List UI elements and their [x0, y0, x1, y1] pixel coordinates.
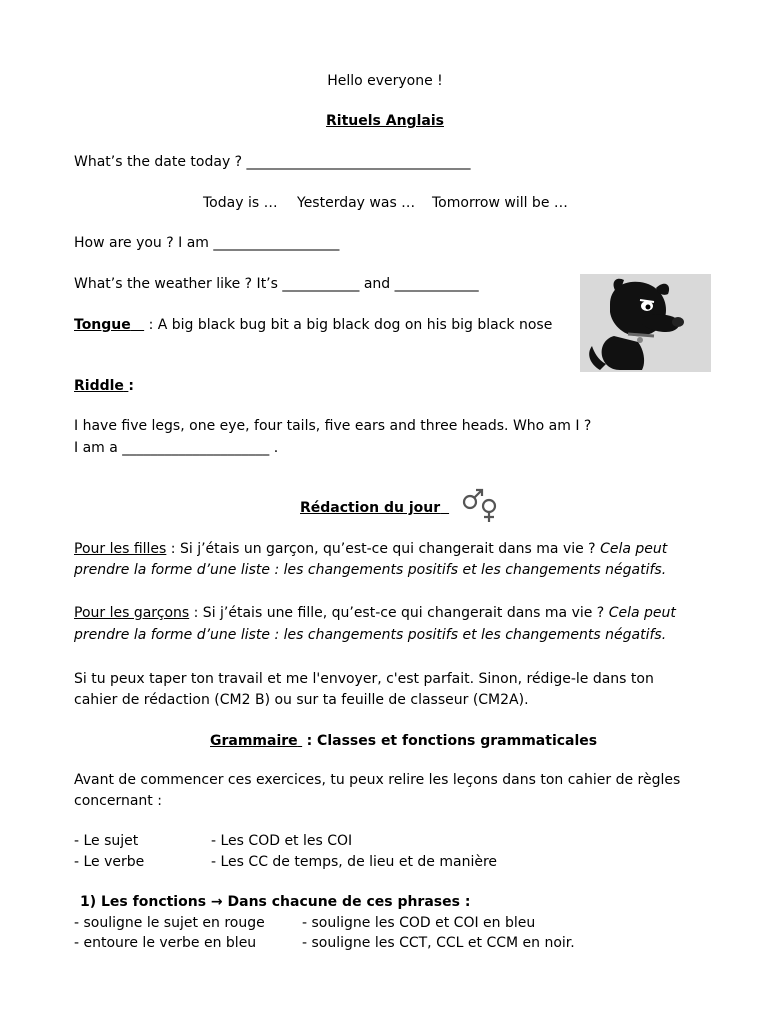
instruction-item: - souligne les COD et COI en bleu [302, 915, 536, 931]
riddle-heading [74, 376, 134, 396]
garcons-line-1: Pour les garçons : Si j’étais une fille, qu’est-ce qui changerait dans ma vie ? Cela peut [74, 605, 676, 621]
tongue-text: : A big black bug bit a big black dog on his big black nose [148, 317, 553, 333]
tongue-label: Tongue [74, 317, 131, 333]
date-question: What’s the date today ? ________________________________ [74, 154, 471, 170]
greeting: Hello everyone ! [327, 73, 443, 89]
weather-question: What’s the weather like ? It’s ___________ and ____________ [74, 276, 479, 292]
riddle-colon: : [128, 378, 134, 394]
send-line-1: Si tu peux taper ton travail et me l'envoyer, c'est parfait. Sinon, rédige-le dans ton [74, 671, 654, 687]
garcons-label: Pour les garçons [74, 605, 190, 621]
intro-line-2: concernant : [74, 793, 162, 809]
tongue-twister [74, 315, 552, 335]
instruction-item: - souligne le sujet en rouge [74, 915, 265, 931]
riddle-line-1: I have five legs, one eye, four tails, five ears and three heads. Who am I ? [74, 418, 592, 434]
hint-today: Today is … [203, 195, 278, 211]
hint-tomorrow: Tomorrow will be … [432, 195, 568, 211]
redaction-title: Rédaction du jour [300, 500, 441, 516]
list-item: - Les CC de temps, de lieu et de manière [211, 854, 498, 870]
list-item: - Les COD et les COI [211, 833, 353, 849]
list-item: - Le sujet [74, 833, 139, 849]
riddle-label: Riddle [74, 378, 124, 394]
riddle-line-2: I am a _____________________ . [74, 440, 279, 456]
how-question: How are you ? I am __________________ [74, 235, 340, 251]
rituels-title: Rituels Anglais [326, 113, 444, 129]
garcons-line-2: prendre la forme d’une liste : les changements positifs et les changements négatifs. [74, 627, 667, 643]
filles-label: Pour les filles [74, 541, 167, 557]
filles-line-1: Pour les filles : Si j’étais un garçon, qu’est-ce qui changerait dans ma vie ? Cela peut [74, 541, 668, 557]
hint-yesterday: Yesterday was … [297, 195, 416, 211]
instruction-item: - souligne les CCT, CCL et CCM en noir. [302, 935, 575, 951]
send-line-2: cahier de rédaction (CM2 B) ou sur ta feuille de classeur (CM2A). [74, 692, 529, 708]
list-item: - Le verbe [74, 854, 145, 870]
gender-symbols-icon [458, 486, 502, 526]
instruction-item: - entoure le verbe en bleu [74, 935, 257, 951]
filles-line-2: prendre la forme d’une liste : les changements positifs et les changements négatifs. [74, 562, 667, 578]
intro-line-1: Avant de commencer ces exercices, tu peux relire les leçons dans ton cahier de règles [74, 772, 681, 788]
cartoon-dog-icon [580, 274, 711, 372]
grammaire-title: Grammaire : Classes et fonctions grammaticales [210, 733, 598, 749]
exercise-1-title: 1) Les fonctions → Dans chacune de ces phrases : [80, 894, 471, 910]
